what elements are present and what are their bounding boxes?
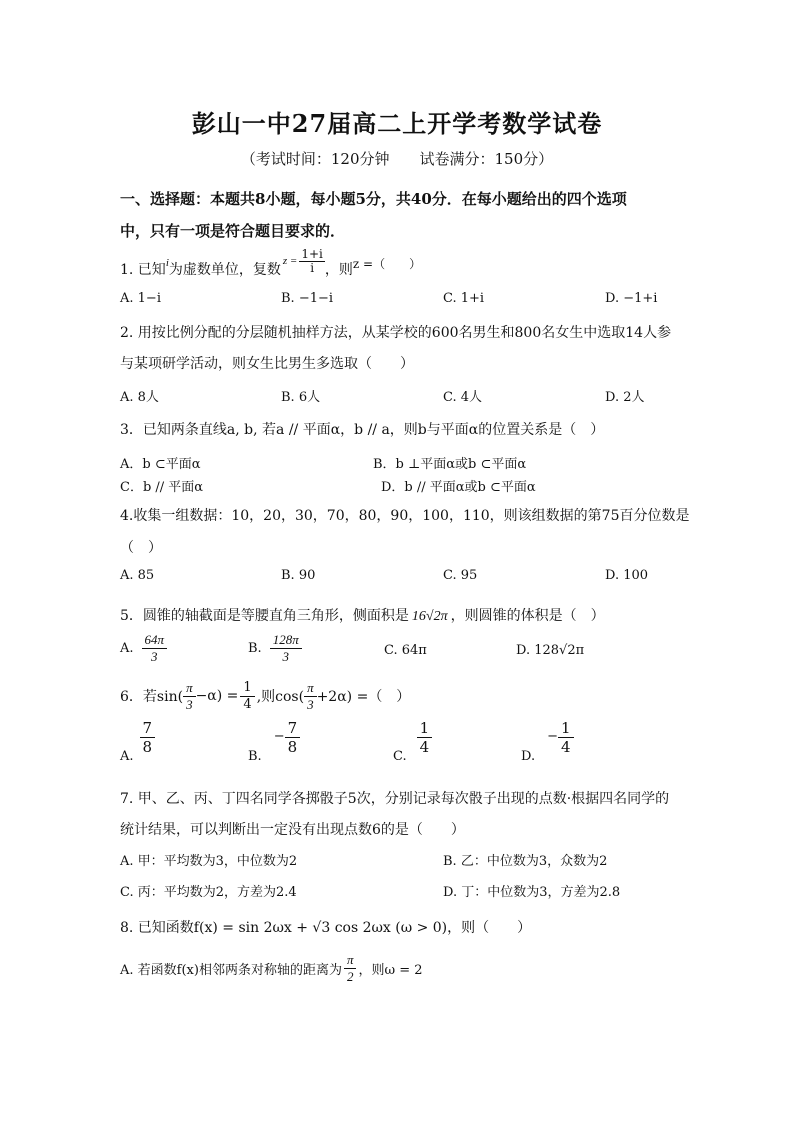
question-6 (120, 680, 410, 712)
exam-info: （考试时间：120分钟 试卷满分：150分） (240, 150, 554, 168)
q1-end: z =（ ） (352, 256, 422, 271)
q6-frac-1 (183, 680, 196, 712)
q1-option-a: A. 1−i (120, 291, 161, 306)
section-heading-line1: 一、选择题：本题共8小题，每小题5分，共40分．在每小题给出的四个选项 (120, 190, 627, 208)
q6-frac-2 (240, 680, 254, 712)
q5-option-a-fraction (142, 632, 168, 664)
q6-option-a-den: 8 (142, 738, 153, 756)
q6-frac-3-den: 3 (307, 696, 314, 712)
q4-option-d: D. 100 (605, 568, 649, 583)
q6-frac-3-num: π (304, 680, 317, 697)
q5-option-d: D. 128√2π (516, 643, 585, 658)
page-title: 彭山一中27届高二上开学考数学试卷 (191, 109, 603, 138)
q1-fraction (299, 248, 325, 274)
question-5 (120, 605, 605, 625)
q8-option-a-prefix: A. 若函数f(x)相邻两条对称轴的距离为 (120, 962, 342, 978)
q5-suffix: ，则圆锥的体积是（ ） (450, 608, 605, 624)
section-heading-line2: 中，只有一项是符合题目要求的． (120, 222, 346, 240)
q1-prefix: 1. 已知 (120, 262, 166, 279)
q1-suffix: ，则 (324, 262, 353, 279)
q3-option-c: C．b // 平面α (120, 480, 204, 495)
question-4-line2: （ ） (120, 540, 162, 556)
q5-option-c: C. 64π (384, 643, 427, 658)
q6-option-c-den: 4 (419, 738, 430, 756)
q1-mid: 为虚数单位，复数 (168, 262, 281, 279)
q6-option-d-sign: − (547, 729, 558, 744)
q5-area: 16√2π (411, 609, 448, 624)
q6-option-b-label: B. (248, 749, 262, 764)
q1-z-eq: z = (282, 255, 298, 268)
q2-option-b: B. 6人 (281, 390, 321, 405)
q6-option-b-fraction (285, 719, 301, 756)
q4-option-a: A. 85 (120, 568, 155, 583)
q8-option-a-den: 2 (346, 968, 354, 984)
q1-option-d: D. −1+i (605, 291, 658, 306)
q7-option-b: B. 乙：中位数为3，众数为2 (443, 854, 608, 869)
q6-option-c (393, 719, 432, 764)
q7-option-c: C. 丙：平均数为2，方差为2.4 (120, 885, 297, 900)
q7-option-d: D. 丁：中位数为3，方差为2.8 (443, 885, 621, 900)
q5-option-a (120, 632, 167, 664)
q6-option-d-fraction (558, 719, 574, 756)
question-3: 3．已知两条直线a, b, 若a // 平面α，b // a，则b与平面α的位置关系是（ ） (120, 422, 605, 438)
q6-option-a-num: 7 (140, 719, 156, 738)
q1-denominator: i (310, 260, 315, 275)
q5-option-b-fraction (270, 632, 302, 664)
q1-numerator: 1+i (301, 247, 323, 261)
q6-frac-1-num: π (183, 680, 196, 697)
q6-prefix: 6．若sin( (120, 689, 184, 706)
q6-option-d (521, 719, 574, 764)
question-7-line2: 统计结果，可以判断出一定没有出现点数6的是（ ） (120, 822, 465, 838)
q6-frac-3 (304, 680, 317, 712)
q3-option-a: A．b ⊂平面α (120, 457, 201, 472)
q6-option-b-sign: − (273, 729, 285, 744)
q6-end: +2α) =（ ） (316, 689, 411, 706)
question-2-line1: 2. 用按比例分配的分层随机抽样方法，从某学校的600名男生和800名女生中选取14人参 (120, 325, 672, 341)
q7-option-a: A. 甲：平均数为3，中位数为2 (120, 854, 298, 869)
q3-option-b: B．b ⊥平面α或b ⊂平面α (373, 457, 527, 472)
q6-frac-1-den: 3 (186, 696, 193, 712)
q8-option-a (120, 952, 423, 984)
q6-option-d-num: 1 (558, 719, 574, 738)
q5-prefix: 5．圆锥的轴截面是等腰直角三角形，侧面积是 (120, 608, 409, 624)
q6-option-a-fraction (140, 719, 156, 756)
q6-option-a (120, 719, 155, 764)
q3-option-d: D．b // 平面α或b ⊂平面α (381, 480, 536, 495)
question-4-line1: 4.收集一组数据：10，20，30，70，80，90，100，110，则该组数据的第75百分位数是 (120, 508, 690, 524)
q5-option-a-denominator: 3 (151, 648, 158, 664)
question-1 (120, 247, 422, 282)
q4-option-c: C. 95 (443, 568, 478, 583)
q5-option-b (248, 632, 302, 664)
q6-option-d-den: 4 (561, 738, 571, 756)
q1-imag-unit: i (165, 257, 169, 270)
q6-option-d-label: D. (521, 749, 536, 764)
q6-option-a-label: A. (120, 749, 134, 764)
q6-option-b-num: 7 (285, 719, 301, 738)
q4-option-b: B. 90 (281, 568, 316, 583)
q6-frac-2-num: 1 (240, 680, 254, 697)
q5-option-b-label: B. (248, 640, 262, 656)
q6-frac-2-den: 4 (243, 696, 252, 712)
q5-option-a-numerator: 64π (142, 632, 168, 649)
q6-option-b (248, 719, 300, 764)
q2-option-c: C. 4人 (443, 390, 483, 405)
q8-option-a-suffix: ，则ω = 2 (358, 962, 423, 978)
q2-option-a: A. 8人 (120, 390, 159, 405)
q5-option-b-denominator: 3 (282, 648, 289, 664)
q5-option-a-label: A. (120, 640, 134, 656)
q1-option-c: C. 1+i (443, 291, 485, 306)
question-7-line1: 7. 甲、乙、丙、丁四名同学各掷骰子5次，分别记录每次骰子出现的点数·根据四名同学的 (120, 791, 670, 807)
q5-option-b-numerator: 128π (270, 632, 302, 649)
q2-option-d: D. 2人 (605, 390, 645, 405)
q6-mid1: −α) = (195, 688, 239, 705)
q6-option-b-den: 8 (287, 738, 298, 756)
q1-option-b: B. −1−i (281, 291, 334, 306)
q8-option-a-fraction (344, 952, 357, 984)
question-8: 8. 已知函数f(x) = sin 2ωx + √3 cos 2ωx (ω > 0)，则（ ） (120, 920, 532, 936)
q6-mid2: ,则cos( (256, 689, 305, 706)
q8-option-a-num: π (344, 952, 357, 969)
q6-option-c-num: 1 (417, 719, 433, 738)
q6-option-c-label: C. (393, 749, 407, 764)
question-2-line2: 与某项研学活动，则女生比男生多选取（ ） (120, 356, 414, 372)
q6-option-c-fraction (417, 719, 433, 756)
